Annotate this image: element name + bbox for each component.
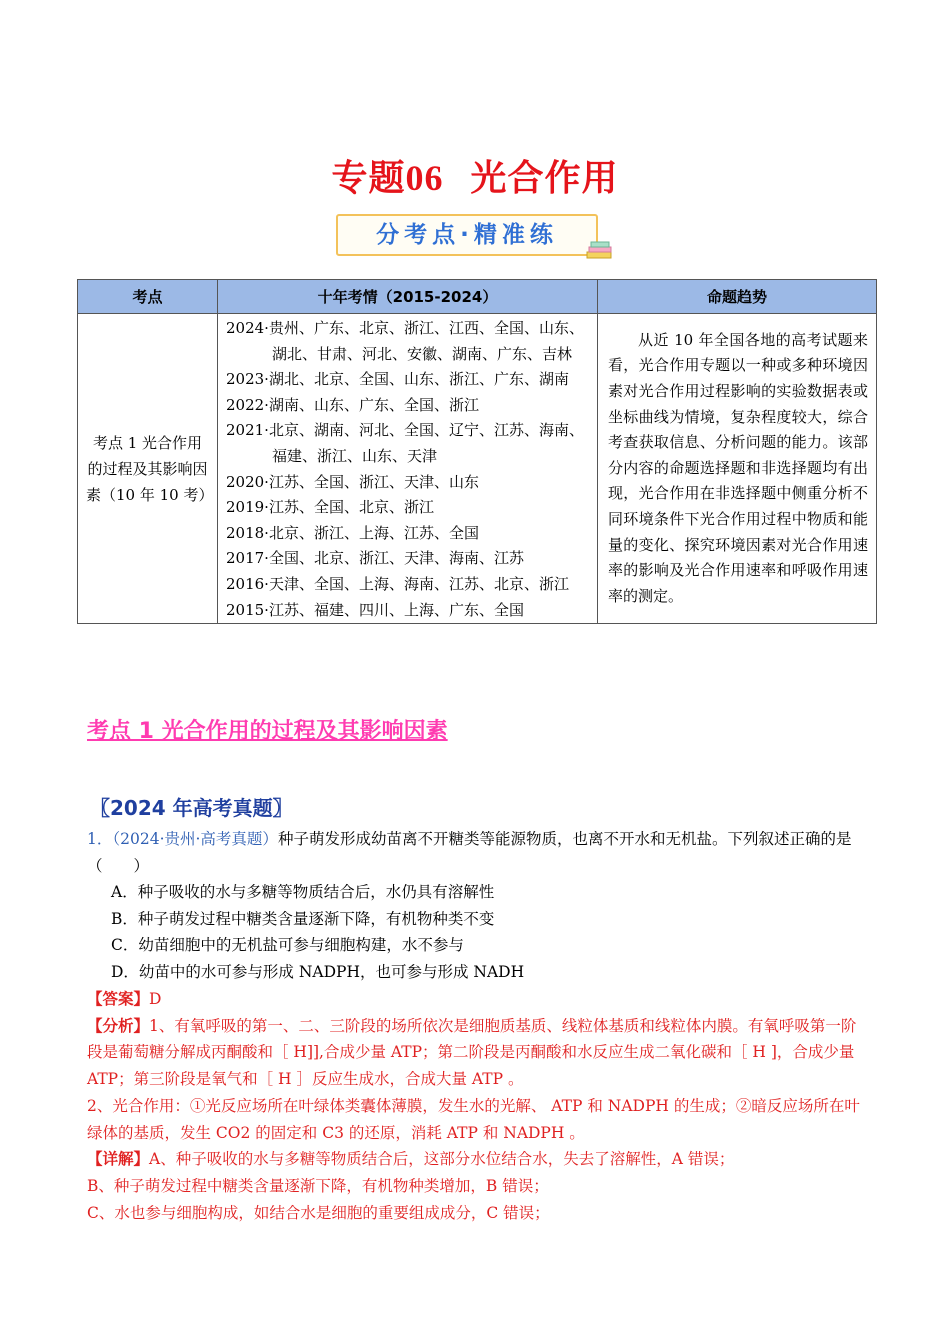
analysis-tag: 【分析】 xyxy=(87,1015,150,1035)
answer-tag: 【答案】 xyxy=(87,989,150,1008)
analysis-line-1 xyxy=(87,1013,867,1093)
year-line-2021: 2021·北京、湖南、河北、全国、辽宁、江苏、海南、福建、浙江、山东、天津 xyxy=(226,421,584,465)
year-line-2017: 2017·全国、北京、浙江、天津、海南、江苏 xyxy=(226,549,524,568)
kaodian-cell: 考点 1 光合作用的过程及其影响因素（10 年 10 考） xyxy=(78,314,218,624)
option-c: C．幼苗细胞中的无机盐可参与细胞构建，水不参与 xyxy=(111,936,464,954)
answer-line xyxy=(87,986,867,1013)
year-line-2023: 2023·湖北、北京、全国、山东、浙江、广东、湖南 xyxy=(226,370,569,389)
detail-text-a: A、种子吸收的水与多糖等物质结合后，这部分水位结合水，失去了溶解性，A 错误； xyxy=(149,1150,735,1169)
header-kaodian: 考点 xyxy=(78,280,218,314)
title-prefix: 专题 xyxy=(331,158,406,199)
table-header-row xyxy=(78,280,877,314)
year-line-2015: 2015·江苏、福建、四川、上海、广东、全国 xyxy=(226,600,524,619)
title-number: 06 xyxy=(405,158,444,198)
year-line-2020: 2020·江苏、全国、浙江、天津、山东 xyxy=(226,472,479,491)
year-line-2024: 2024·贵州、广东、北京、浙江、江西、全国、山东、湖北、甘肃、河北、安徽、湖南、广东、吉林 xyxy=(226,319,584,363)
table-row xyxy=(78,314,877,624)
option-a: A．种子吸收的水与多糖等物质结合后，水仍具有溶解性 xyxy=(111,883,495,901)
books-icon xyxy=(585,240,615,262)
trend-cell: 从近 10 年全国各地的高考试题来看，光合作用专题以一种或多种环境因素对光合作用过程影响的实验数据表或坐标曲线为情境，复杂程度较大，综合考查获取信息、分析问题的能力。该部分内容的命题选择题和非选择题均有出现，光合作用在非选择题中侧重分析不同环境条件下光合作用过程中物质和能量的变化、探究环境因素对光合作用速率的影响及光合作用速率和呼吸作用速率的测定。 xyxy=(598,314,877,624)
summary-table xyxy=(77,279,877,624)
answer-block xyxy=(87,986,867,1226)
year-line-2018: 2018·北京、浙江、上海、江苏、全国 xyxy=(226,523,479,542)
detail-line-a xyxy=(87,1146,867,1173)
section-subhead: 〖2024 年高考真题〗 xyxy=(90,796,293,820)
header-years: 十年考情（2015-2024） xyxy=(218,280,598,314)
question-stem xyxy=(87,826,867,879)
detail-line-c: C、水也参与细胞构成，如结合水是细胞的重要组成成分，C 错误； xyxy=(87,1203,550,1222)
option-d: D．幼苗中的水可参与形成 NADPH，也可参与形成 NADH xyxy=(111,963,525,981)
section-title: 考点 1 光合作用的过程及其影响因素 xyxy=(87,719,448,744)
answer-value: D xyxy=(149,990,162,1008)
option-b: B．种子萌发过程中糖类含量逐渐下降，有机物种类不变 xyxy=(111,910,495,928)
title-suffix: 光合作用 xyxy=(470,158,619,199)
header-trend: 命题趋势 xyxy=(598,280,877,314)
analysis-line-2: 2、光合作用：①光反应场所在叶绿体类囊体薄膜，发生水的光解、 ATP 和 NADPH 的生成；②暗反应场所在叶绿体的基质，发生 CO2 的固定和 C3 的还原，消耗 ATP 和 NADPH 。 xyxy=(87,1096,860,1142)
detail-tag: 【详解】 xyxy=(87,1149,150,1169)
page-title xyxy=(0,150,950,201)
year-line-2016: 2016·天津、全国、上海、海南、江苏、北京、浙江 xyxy=(226,574,569,593)
analysis-text-1: 1、有氧呼吸的第一、二、三阶段的场所依次是细胞质基质、线粒体基质和线粒体内膜。有氧呼吸第一阶段是葡萄糖分解成丙酮酸和［ H]],合成少量 ATP；第二阶段是丙酮酸和水反应生成二氧化碳和［ H ]，合成少量 ATP；第三阶段是氧气和［ H ］反应生成水，合成大量 ATP 。 xyxy=(87,1016,857,1089)
question-text: 种子萌发形成幼苗离不开糖类等能源物质，也离不开水和无机盐。下列叙述正确的是（ ） xyxy=(87,830,852,875)
detail-line-b: B、种子萌发过程中糖类含量逐渐下降，有机物种类增加，B 错误； xyxy=(87,1176,549,1195)
question-number: 1． xyxy=(87,830,113,848)
year-line-2022: 2022·湖南、山东、广东、全国、浙江 xyxy=(226,395,479,414)
year-line-2019: 2019·江苏、全国、北京、浙江 xyxy=(226,498,434,517)
question-source: （2024·贵州·高考真题） xyxy=(112,830,278,848)
practice-banner: 分考点·精准练 xyxy=(336,214,598,256)
years-cell xyxy=(218,314,598,624)
